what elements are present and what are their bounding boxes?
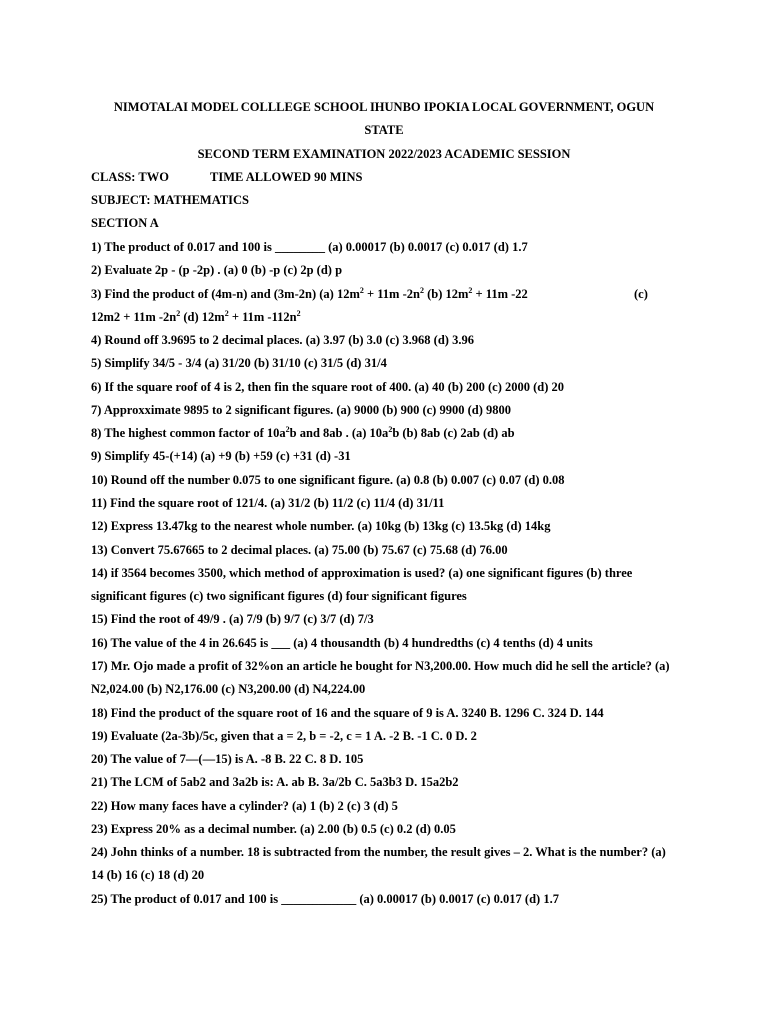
question-10: 10) Round off the number 0.075 to one significant figure. (a) 0.8 (b) 0.007 (c) 0.07 (d) 0.08: [91, 473, 565, 487]
question-8: [91, 426, 515, 441]
question-3-line1: [91, 287, 528, 302]
question-3-text-e: 12m2 + 11m -2n: [91, 310, 177, 324]
class-time-row: [91, 170, 362, 185]
question-14-line2: significant figures (c) two significant figures (d) four significant figures: [91, 589, 467, 603]
question-1: 1) The product of 0.017 and 100 is ________ (a) 0.00017 (b) 0.0017 (c) 0.017 (d) 1.7: [91, 240, 528, 254]
school-name-line1: NIMOTALAI MODEL COLLLEGE SCHOOL IHUNBO IPOKIA LOCAL GOVERNMENT, OGUN: [113, 100, 655, 114]
question-20: 20) The value of 7—(—15) is A. -8 B. 22 C. 8 D. 105: [91, 752, 364, 766]
question-3-text-d: + 11m -22: [472, 287, 528, 301]
question-23: 23) Express 20% as a decimal number. (a) 2.00 (b) 0.5 (c) 0.2 (d) 0.05: [91, 822, 456, 836]
exponent: 2: [224, 308, 229, 318]
question-3-text-b: + 11m -2n: [363, 287, 420, 301]
exam-title: SECOND TERM EXAMINATION 2022/2023 ACADEMIC SESSION: [197, 147, 571, 161]
time-allowed-label: TIME ALLOWED 90 MINS: [210, 170, 363, 184]
class-label: CLASS: TWO: [91, 170, 169, 184]
school-name-line2: STATE: [364, 123, 404, 137]
exponent: 2: [285, 424, 290, 434]
question-21: 21) The LCM of 5ab2 and 3a2b is: A. ab B. 3a/2b C. 5a3b3 D. 15a2b2: [91, 775, 459, 789]
question-3-option-c-label: (c): [634, 287, 648, 301]
question-3-text-a: 3) Find the product of (4m-n) and (3m-2n) (a) 12m: [91, 287, 360, 301]
question-3-line2: [91, 310, 301, 325]
question-24-line1: 24) John thinks of a number. 18 is subtracted from the number, the result gives – 2. What is the number? (a): [91, 845, 666, 859]
question-19: 19) Evaluate (2a-3b)/5c, given that a = 2, b = -2, c = 1 A. -2 B. -1 C. 0 D. 2: [91, 729, 477, 743]
question-18: 18) Find the product of the square root of 16 and the square of 9 is A. 3240 B. 1296 C. 324 D. 144: [91, 706, 604, 720]
exponent: 2: [176, 308, 181, 318]
question-8-text-a: 8) The highest common factor of 10a: [91, 426, 286, 440]
question-17-line1: 17) Mr. Ojo made a profit of 32%on an article he bought for N3,200.00. How much did he sell the article? (a): [91, 659, 670, 673]
question-7: 7) Approxximate 9895 to 2 significant figures. (a) 9000 (b) 900 (c) 9900 (d) 9800: [91, 403, 511, 417]
question-15: 15) Find the root of 49/9 . (a) 7/9 (b) 9/7 (c) 3/7 (d) 7/3: [91, 612, 374, 626]
question-11: 11) Find the square root of 121/4. (a) 31/2 (b) 11/2 (c) 11/4 (d) 31/11: [91, 496, 445, 510]
question-2: 2) Evaluate 2p - (p -2p) . (a) 0 (b) -p (c) 2p (d) p: [91, 263, 343, 277]
question-12: 12) Express 13.47kg to the nearest whole number. (a) 10kg (b) 13kg (c) 13.5kg (d) 14kg: [91, 519, 551, 533]
question-3-text-g: + 11m -112n: [228, 310, 297, 324]
question-14-line1: 14) if 3564 becomes 3500, which method of approximation is used? (a) one significant figures (b) three: [91, 566, 633, 580]
question-8-text-c: b (b) 8ab (c) 2ab (d) ab: [392, 426, 515, 440]
section-label: SECTION A: [91, 216, 159, 230]
exponent: 2: [419, 285, 424, 295]
exponent: 2: [296, 308, 301, 318]
question-3-text-f: (d) 12m: [180, 310, 225, 324]
question-16: 16) The value of the 4 in 26.645 is ___ (a) 4 thousandth (b) 4 hundredths (c) 4 tenths (d) 4 units: [91, 636, 593, 650]
subject-label: SUBJECT: MATHEMATICS: [91, 193, 250, 207]
exponent: 2: [388, 424, 393, 434]
question-24-line2: 14 (b) 16 (c) 18 (d) 20: [91, 868, 205, 882]
question-25: 25) The product of 0.017 and 100 is ____________ (a) 0.00017 (b) 0.0017 (c) 0.017 (d) 1.7: [91, 892, 559, 906]
question-22: 22) How many faces have a cylinder? (a) 1 (b) 2 (c) 3 (d) 5: [91, 799, 398, 813]
exponent: 2: [468, 285, 473, 295]
question-5: 5) Simplify 34/5 - 3/4 (a) 31/20 (b) 31/10 (c) 31/5 (d) 31/4: [91, 356, 387, 370]
question-8-text-b: b and 8ab . (a) 10a: [289, 426, 389, 440]
question-9: 9) Simplify 45-(+14) (a) +9 (b) +59 (c) +31 (d) -31: [91, 449, 351, 463]
question-6: 6) If the square roof of 4 is 2, then fin the square root of 400. (a) 40 (b) 200 (c) 2000 (d) 20: [91, 380, 565, 394]
question-17-line2: N2,024.00 (b) N2,176.00 (c) N3,200.00 (d) N4,224.00: [91, 682, 366, 696]
question-3-text-c: (b) 12m: [423, 287, 469, 301]
exponent: 2: [359, 285, 364, 295]
question-13: 13) Convert 75.67665 to 2 decimal places. (a) 75.00 (b) 75.67 (c) 75.68 (d) 76.00: [91, 543, 508, 557]
question-4: 4) Round off 3.9695 to 2 decimal places. (a) 3.97 (b) 3.0 (c) 3.968 (d) 3.96: [91, 333, 474, 347]
